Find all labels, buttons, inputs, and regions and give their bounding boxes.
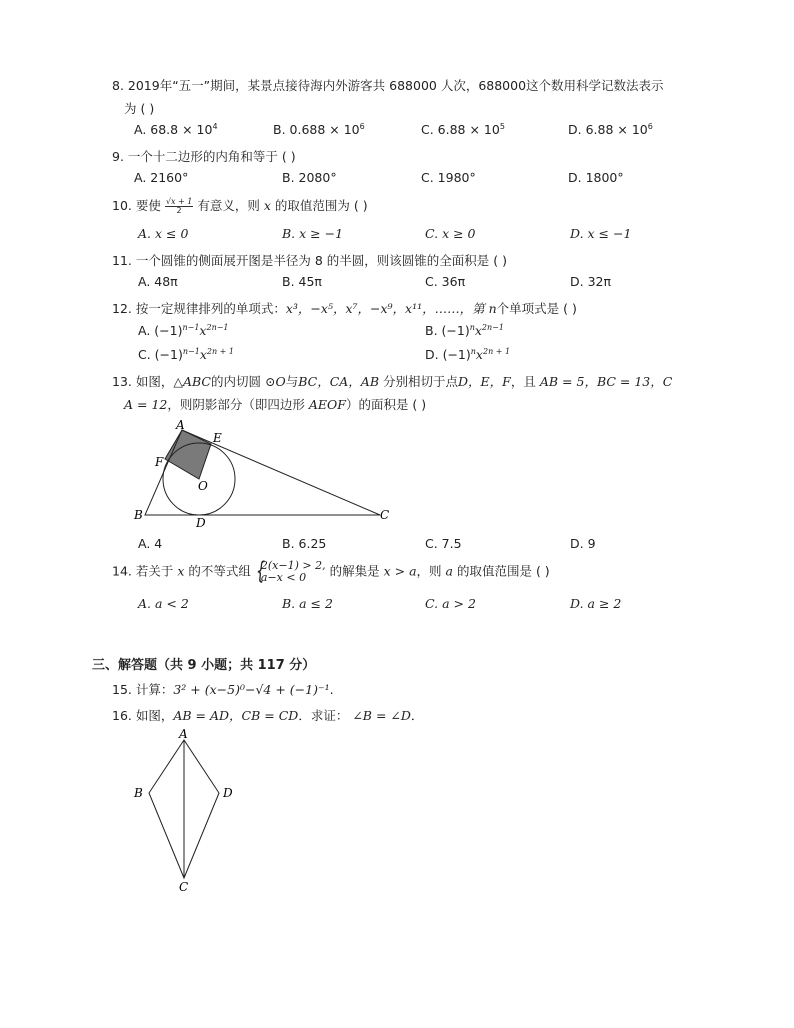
q16-stem: 16. 如图，AB = AD，CB = CD．求证： ∠B = ∠D． — [112, 708, 424, 723]
q8-stem-line2: 为 ( ) — [124, 101, 155, 116]
q8-option-b: B. $0.688 \times 10^6$ — [273, 122, 365, 137]
q16-label-c: C — [179, 880, 189, 894]
q12-option-a: A. $(-1)^{n-1}x^{2n-1}$ — [138, 323, 229, 338]
q9-option-a: A. 2160° — [134, 170, 189, 185]
q11-option-c: C. 36π — [425, 274, 466, 289]
q16-label-d: D — [223, 786, 233, 800]
q10-option-b: B. x ≥ −1 — [282, 226, 344, 241]
q16-figure — [128, 726, 244, 896]
q13-option-b: B. 6.25 — [282, 536, 327, 551]
q8-option-a: A. $68.8 \times 10^4$ — [134, 122, 218, 137]
q14-option-c: C. a > 2 — [425, 596, 476, 611]
q13-option-d: D. 9 — [570, 536, 596, 551]
q13-label-f: F — [155, 455, 164, 469]
q14-stem: 14. 若关于 x 的不等式组 { 2(x−1) > 2, a−x < 0 的解集是 x > a，则 a 的取值范围是 ( ) — [112, 560, 550, 584]
q8-stem-line1: 8. 2019年“五一”期间，某景点接待海内外游客共 688000 人次，688000这个数用科学记数法表示 — [112, 78, 664, 93]
q14-option-a: A. a < 2 — [138, 596, 189, 611]
q12-option-c: C. $(-1)^{n-1}x^{2n + 1}$ — [138, 347, 234, 362]
q15-stem: 15. 计算：3² + (x−5)⁰−√4 + (−1)⁻¹. — [112, 682, 334, 697]
q10-stem: 10. 要使 $\frac{√x + 1}{2}$ 有意义，则 x 的取值范围为 ( ) — [112, 197, 368, 215]
q11-option-b: B. 45π — [282, 274, 322, 289]
q13-stem-line1: 13. 如图，△ABC的内切圆 ⊙O与BC，CA，AB 分别相切于点D，E，F，且 AB = 5，BC = 13，C — [112, 374, 673, 389]
q13-figure — [128, 414, 398, 534]
q14-option-b: B. a ≤ 2 — [282, 596, 333, 611]
q12-option-d: D. $(-1)^nx^{2n + 1}$ — [425, 347, 511, 362]
q11-option-a: A. 48π — [138, 274, 178, 289]
q10-option-a: A. x ≤ 0 — [138, 226, 189, 241]
q10-option-c: C. x ≥ 0 — [425, 226, 476, 241]
q13-label-e: E — [213, 431, 222, 445]
q9-option-c: C. 1980° — [421, 170, 476, 185]
q13-shaded-quadrilateral — [165, 430, 211, 479]
q14-inequality-system: { 2(x−1) > 2, a−x < 0 — [255, 560, 326, 584]
q16-label-b: B — [134, 786, 143, 800]
q13-label-d: D — [196, 516, 206, 530]
q13-option-c: C. 7.5 — [425, 536, 462, 551]
q13-stem-line2: A = 12，则阴影部分（即四边形 AEOF）的面积是 ( ) — [124, 397, 427, 412]
q12-stem: 12. 按一定规律排列的单项式：x³，−x⁵，x⁷，−x⁹，x¹¹，……，第 n个单项式是 ( ) — [112, 301, 577, 316]
q13-label-c: C — [380, 508, 390, 522]
q9-option-d: D. 1800° — [568, 170, 624, 185]
q8-option-d: D. $6.88 \times 10^6$ — [568, 122, 653, 137]
q13-option-a: A. 4 — [138, 536, 163, 551]
section-3-heading: 三、解答题（共 9 小题；共 117 分） — [92, 658, 316, 673]
q16-label-a: A — [179, 727, 188, 741]
q14-option-d: D. a ≥ 2 — [570, 596, 622, 611]
q9-option-b: B. 2080° — [282, 170, 337, 185]
q11-stem: 11. 一个圆锥的侧面展开图是半径为 8 的半圆，则该圆锥的全面积是 ( ) — [112, 253, 507, 268]
q13-label-o: O — [198, 479, 208, 493]
q13-label-a: A — [176, 418, 185, 432]
q9-stem: 9. 一个十二边形的内角和等于 ( ) — [112, 149, 296, 164]
q10-option-d: D. x ≤ −1 — [570, 226, 632, 241]
q13-label-b: B — [134, 508, 143, 522]
q8-option-c: C. $6.88 \times 10^5$ — [421, 122, 505, 137]
q11-option-d: D. 32π — [570, 274, 612, 289]
q10-fraction: $\frac{√x + 1}{2}$ — [165, 197, 193, 215]
q12-option-b: B. $(-1)^nx^{2n-1}$ — [425, 323, 504, 338]
